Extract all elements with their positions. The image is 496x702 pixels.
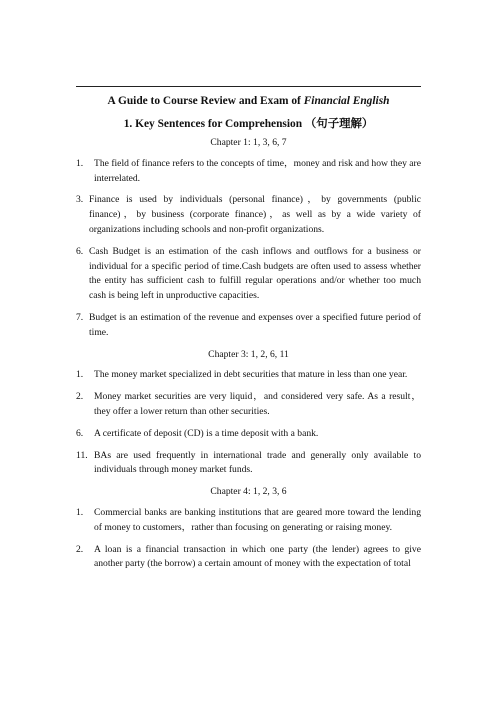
chapter-heading: Chapter 4: 1, 2, 3, 6 (210, 486, 287, 498)
item-number: 1. (76, 506, 84, 518)
item-text: Commercial banks are banking institutions that are geared more toward the lending of money to customers，rather than focusing on generating or raising money. (94, 506, 421, 533)
chapter-heading: Chapter 1: 1, 3, 6, 7 (210, 137, 287, 148)
document-title: A Guide to Course Review and Exam of Financial English (107, 95, 390, 107)
list-item (76, 449, 421, 479)
item-number: 2. (76, 391, 84, 403)
list-item (76, 245, 421, 304)
item-number: 6. (76, 245, 84, 257)
item-text: Finance is used by individuals (personal finance)，by governments (public finance)，by business (corporate finance)，as well as by a wide variety of organizations including schools and non-profit organizations. (89, 194, 421, 235)
item-text: BAs are used frequently in international trade and generally only available to individuals through money market funds. (94, 449, 421, 476)
item-number: 6. (76, 427, 84, 439)
item-text: The money market specialized in debt securities that mature in less than one year. (94, 369, 408, 381)
chapter-heading: Chapter 3: 1, 2, 6, 11 (208, 348, 289, 360)
header-rule (76, 86, 421, 87)
item-text: A loan is a financial transaction in which one party (the lender) agrees to give another party (the borrow) a certain amount of money with the expectation of total (94, 543, 421, 570)
item-text: Money market securities are very liquid，and considered very safe. As a result，they offer a lower return than other securities. (94, 391, 421, 417)
title-emphasis: Financial English (303, 95, 390, 107)
list-item (76, 427, 421, 442)
item-number: 3. (76, 194, 84, 206)
item-number: 11. (76, 449, 88, 461)
item-number: 1. (76, 369, 84, 381)
list-item (76, 157, 421, 187)
list-item (76, 543, 421, 573)
document-body (76, 94, 421, 579)
list-item (76, 311, 421, 341)
list-item (76, 193, 421, 237)
item-text: A certificate of deposit (CD) is a time deposit with a bank. (94, 427, 319, 439)
item-number: 1. (76, 157, 84, 169)
item-text: Budget is an estimation of the revenue and expenses over a specified future period of time. (89, 311, 421, 338)
list-item (76, 506, 421, 536)
list-item (76, 390, 421, 420)
item-number: 2. (76, 543, 84, 555)
section-heading: 1. Key Sentences for Comprehension （句子理解） (123, 118, 374, 130)
item-text: Cash Budget is an estimation of the cash inflows and outflows for a business or individual for a specific period of time.Cash budgets are often used to assess whether the entity has sufficient cash to fulfill regular operations and/or whether too much cash is being left in unproductive capacities. (89, 245, 421, 302)
list-item (76, 368, 421, 383)
item-number: 7. (76, 311, 84, 323)
item-text: The field of finance refers to the concepts of time，money and risk and how they are interrelated. (94, 157, 421, 184)
